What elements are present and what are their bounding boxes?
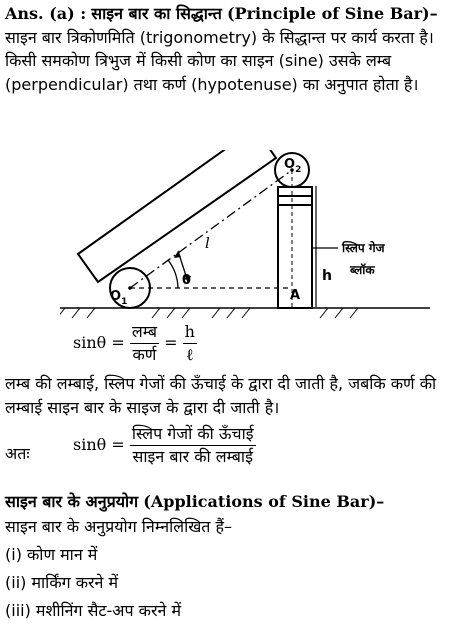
eq2-denominator: साइन बार की लम्बाई xyxy=(132,447,253,466)
eq1-denominator-hindi: कर्ण xyxy=(132,345,157,364)
label-l: l xyxy=(205,234,210,252)
applications-heading-english: (Applications of Sine Bar)– xyxy=(143,492,385,511)
answer-label: Ans. (a) : xyxy=(5,4,87,23)
principle-heading-english: (Principle of Sine Bar) xyxy=(226,4,430,23)
eq1-denominator-l: ℓ xyxy=(185,345,194,364)
eq2-fraction xyxy=(130,424,256,467)
sine-bar-body xyxy=(78,150,276,282)
centre-o1-dot xyxy=(128,286,132,290)
explanation-paragraph: लम्ब की लम्बाई, स्लिप गेजों की ऊँचाई के द्वारा दी जाती है, जबकि कर्ण की लम्बाई साइन बार के साइज के द्वारा दी जाती है। xyxy=(5,374,437,417)
heading-dash: – xyxy=(429,4,438,23)
principle-heading-hindi: साइन बार का सिद्धान्त xyxy=(91,4,222,23)
slip-gauge-label-line2: ब्लॉक xyxy=(350,263,375,277)
intro-paragraph xyxy=(5,2,468,96)
eq1-equals: = xyxy=(164,333,178,352)
principle-body: साइन बार त्रिकोणमिति (trigonometry) के सिद्धान्त पर कार्य करता है। किसी समकोण त्रिभुज में किसी कोण का साइन (sine) उसके लम्ब (perpendicular) तथा कर्ण (hypotenuse) का अनुपात होता है। xyxy=(5,27,434,94)
eq1-numerator-hindi: लम्ब xyxy=(130,322,159,344)
label-o2: $O_2$ xyxy=(284,157,302,175)
list-item: (i) कोण मान में xyxy=(5,545,98,564)
sine-bar-diagram xyxy=(60,150,430,322)
label-o1: $O_1$ xyxy=(110,289,128,307)
eq1-lhs: sinθ = xyxy=(73,333,125,352)
slip-gauge-equation xyxy=(73,424,256,467)
applications-heading xyxy=(5,490,468,514)
label-h: h xyxy=(322,268,332,284)
applications-heading-hindi: साइन बार के अनुप्रयोग xyxy=(5,492,139,511)
list-item: (iii) मशीनिंग सैट-अप करने में xyxy=(5,601,182,620)
eq2-lhs: sinθ = xyxy=(73,435,125,454)
eq1-numerator-h: h xyxy=(183,322,197,344)
label-theta: θ xyxy=(182,273,191,288)
angle-arc xyxy=(168,260,178,288)
slip-gauge-label-line1: स्लिप गेज xyxy=(342,241,385,255)
eq1-fraction-symbols xyxy=(183,322,197,365)
list-item: (ii) मार्किंग करने में xyxy=(5,573,119,592)
ground-hatching xyxy=(60,308,358,318)
eq1-fraction-hindi xyxy=(130,322,159,365)
applications-intro: साइन बार के अनुप्रयोग निम्नलिखित हैं– xyxy=(5,517,233,536)
sine-equation xyxy=(73,322,197,365)
label-a: A xyxy=(290,288,301,303)
therefore-label: अतः xyxy=(5,444,30,463)
eq2-numerator: स्लिप गेजों की ऊँचाई xyxy=(130,424,256,446)
